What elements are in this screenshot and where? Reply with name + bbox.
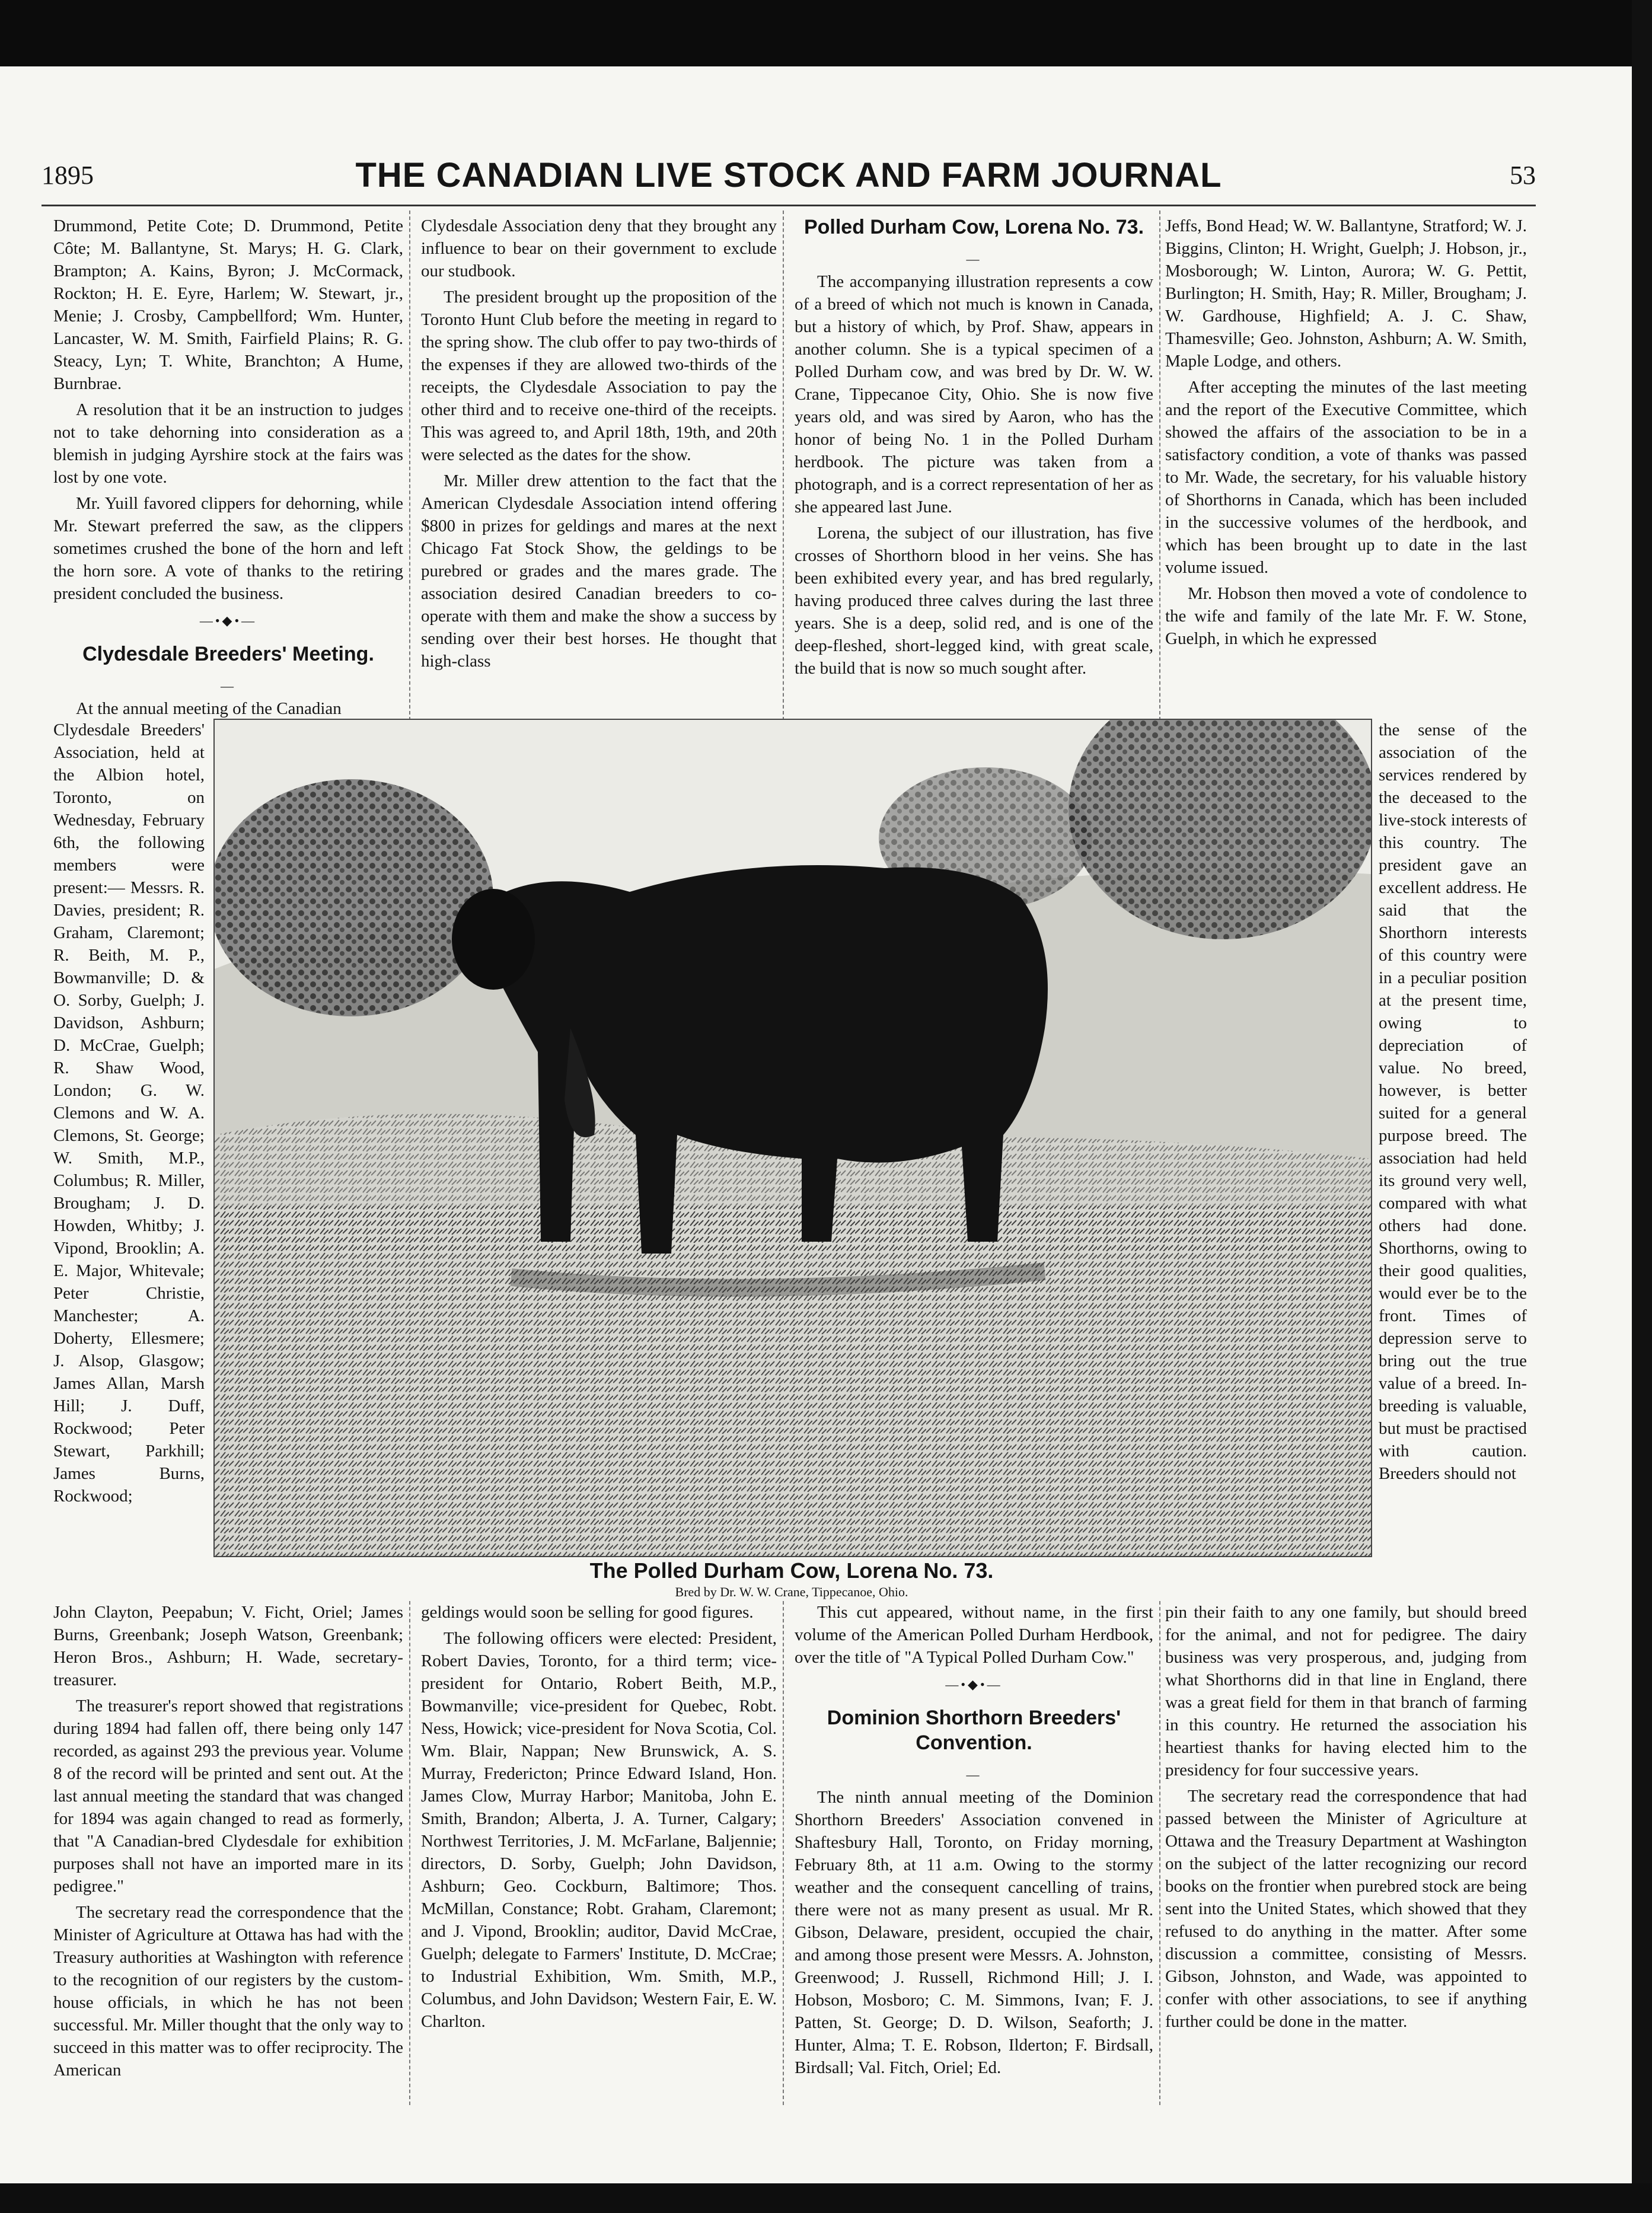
article-heading: Polled Durham Cow, Lorena No. 73. bbox=[803, 216, 1144, 238]
column-3-bottom bbox=[795, 1601, 1153, 2111]
paragraph: John Clayton, Peepabun; V. Ficht, Oriel; James Burns, Greenbank; Joseph Watson, Greenbank; Heron Bros., Ashburn; H. Wade, secretary-treasurer. bbox=[53, 1603, 403, 1689]
paragraph: Clydesdale Association deny that they brought any influence to bear on their government to exclude our studbook. bbox=[421, 216, 777, 280]
paragraph: Clydesdale Breeders' Association, held at the Albion hotel, Toronto, on Wednesday, February 6th, the following members were present:— Messrs. R. Davies, president; R. Graham, Claremont; R. Beith, M. P., Bowmanville; D. & O. Sorby, Guelph; J. Davidson, Ashburn; D. McCrae, Guelph; R. Shaw Wood, London; G. W. Clemons and W. A. Clemons, St. George; W. Smith, M.P., Columbus; R. Miller, Brougham; J. D. Howden, Whitby; J. Vipond, Brooklin; A. E. Major, Whitevale; Peter Christie, Manchester; A. Doherty, Ellesmere; J. Alsop, Glasgow; James Allan, Marsh Hill; J. Duff, Rockwood; Peter Stewart, Parkhill; James Burns, Rockwood; bbox=[53, 720, 205, 1506]
scan-bottom-border bbox=[0, 2183, 1652, 2213]
paragraph: Drummond, Petite Cote; D. Drummond, Petite Côte; M. Ballantyne, St. Marys; H. G. Clark, Brampton; A. Kains, Byron; J. McCormack, Rockton; H. E. Eyre, Harlem; W. Stewart, jr., Menie; J. Crosby, Campbellford; Wm. Hunter, Lancaster, W. M. Smith, Fairfield Plains; R. G. Steacy, Lyn; T. White, Branchton; A Hume, Burnbrae. bbox=[53, 216, 403, 393]
paragraph: Lorena, the subject of our illustration, has five crosses of Shorthorn blood in her veins. She has been exhibited every year, and has bred regularly, having produced three calves during the last three years. She is a deep, solid red, and is one of the deep-fleshed, short-legged kind, with great scale, the build that is now so much sought after. bbox=[795, 524, 1153, 678]
caption-credit: Bred by Dr. W. W. Crane, Tippecanoe, Ohio. bbox=[675, 1584, 908, 1599]
column-4-top bbox=[1165, 215, 1527, 719]
paragraph: the sense of the association of the services rendered by the deceased to the live-stock interests of this country. The president gave an excellent address. He said that the Shorthorn interests of this country were in a peculiar position at the present time, owing to depreciation of value. No breed, however, is better suited for a general purpose breed. The association had held its ground very well, compared with what others had done. Shorthorns, owing to their good qualities, would ever be to the front. Times of depression serve to bring out the true value of a breed. In-breeding is valuable, but must be practised with caution. Breeders should not bbox=[1379, 720, 1527, 1483]
paragraph: The president brought up the proposition of the Toronto Hunt Club before the meeting in regard to the spring show. The club offer to pay two-thirds of the expenses if they are allowed two-thirds of the receipts, the Clydesdale Association to pay the other third and to receive one-third of the receipts. This was agreed to, and April 18th, 19th, and 20th were selected as the dates for the show. bbox=[421, 288, 777, 464]
paragraph: After accepting the minutes of the last meeting and the report of the Executive Committee, which showed the affairs of the association to be in a satisfactory condition, a vote of thanks was passed to Mr. Wade, the secretary, for his valuable history of Shorthorns in Canada, which has been included in the successive volumes of the herdbook, and which has been brought up to date in the last volume issued. bbox=[1165, 378, 1527, 577]
paragraph: Mr. Yuill favored clippers for dehorning, while Mr. Stewart preferred the saw, as the clippers sometimes crushed the bone of the horn and left the horn sore. A vote of thanks to the retiring president concluded the business. bbox=[53, 494, 403, 603]
article-heading: Clydesdale Breeders' Meeting. bbox=[82, 643, 374, 665]
column-1-top bbox=[53, 215, 403, 719]
page-number: 53 bbox=[1510, 161, 1536, 190]
column-3-top bbox=[795, 215, 1153, 719]
paragraph: The ninth annual meeting of the Dominion Shorthorn Breeders' Association convened in Shaftesbury Hall, Toronto, on Friday morning, February 8th, at 11 a.m. Owing to the stormy weather and the consequent cancelling of trains, there were not as many present as usual. Mr R. Gibson, Delaware, president, occupied the chair, and among those present were Messrs. A. Johnston, Greenwood; J. Russell, Richmond Hill; J. I. Hobson, Mosboro; C. M. Simmons, Ivan; F. J. Patten, St. George; D. D. Wilson, Seaforth; J. Hunter, Alma; T. E. Robson, Ilderton; F. Birdsall, Birdsall; Val. Fitch, Oriel; Ed. bbox=[795, 1788, 1153, 2077]
column-1-narrow bbox=[53, 719, 205, 1567]
paragraph: Mr. Miller drew attention to the fact that the American Clydesdale Association intend offering $800 in prizes for geldings and mares at the next Chicago Fat Stock Show, the geldings to be purebred or grades and the mares grade. The association desired Canadian breeders to co-operate with them and make the show a success by sending over their best horses. He thought that high-class bbox=[421, 471, 777, 671]
header-rule bbox=[42, 205, 1536, 206]
paragraph: Mr. Hobson then moved a vote of condolence to the wife and family of the late Mr. F. W. Stone, Guelph, in which he expressed bbox=[1165, 584, 1527, 648]
cow-illustration bbox=[213, 719, 1372, 1557]
paragraph: The accompanying illustration represents a cow of a breed of which not much is known in Canada, but a history of which, by Prof. Shaw, appears in another column. She is a typical specimen of a Polled Durham cow, and was bred by Dr. W. W. Crane, Tippecanoe City, Ohio. She is now five years old, and was sired by Aaron, who has the honor of being No. 1 in the Polled Durham herdbook. The picture was taken from a photograph, and is a correct representation of her as she appeared last June. bbox=[795, 272, 1153, 516]
scan-top-border bbox=[0, 0, 1652, 66]
separator: —•◆•— bbox=[199, 613, 257, 628]
header-year: 1895 bbox=[42, 161, 94, 190]
page-header bbox=[42, 155, 1536, 197]
paragraph: This cut appeared, without name, in the first volume of the American Polled Durham Herdbook, over the title of "A Typical Polled Durham Cow." bbox=[795, 1603, 1153, 1667]
column-4-bottom bbox=[1165, 1601, 1527, 2111]
figure-caption bbox=[213, 1558, 1370, 1601]
column-2-top bbox=[421, 215, 777, 719]
column-rule bbox=[1159, 211, 1160, 720]
paragraph: At the annual meeting of the Canadian bbox=[76, 699, 342, 718]
paragraph: The secretary read the correspondence that had passed between the Minister of Agriculture at Ottawa and the Treasury Department at Washington on the subject of the latter recognizing our record books on the frontier when purebred stock are being sent into the United States, which showed that they refused to do anything in the matter. After some discussion a committee, consisting of Messrs. Gibson, Johnston, and Wade, was appointed to confer with other associations, to see if anything further could be done in the matter. bbox=[1165, 1787, 1527, 2031]
paragraph: The treasurer's report showed that registrations during 1894 had fallen off, there being only 147 recorded, as against 293 the previous year. Volume 8 of the record will be printed and sent out. At the last annual meeting the standard that was changed for 1894 was again changed to read as formerly, that "A Canadian-bred Clydesdale for exhibition purposes shall not have an imported mare in its pedigree." bbox=[53, 1697, 403, 1896]
paragraph: The following officers were elected: President, Robert Davies, Toronto, for a third term; vice-president for Ontario, Robert Beith, M.P., Bowmanville; vice-president for Quebec, Robt. Ness, Howick; vice-president for Nova Scotia, Col. Wm. Blair, Nappan; New Brunswick, A. S. Murray, Fredericton; Prince Edward Island, Hon. James Clow, Murray Harbor; Manitoba, John E. Smith, Brandon; Alberta, J. A. Turner, Calgary; Northwest Territories, J. M. McFarlane, Baljennie; directors, D. Sorby, Guelph; John Davidson, Ashburn; Geo. Cockburn, Baltimore; Thos. McMillan, Constance; Robt. Graham, Claremont; and J. Vipond, Brooklin; auditor, David McCrae, Guelph; delegate to Farmers' Institute, D. McCrae; to Industrial Exhibition, Wm. Smith, M.P., Columbus, and John Davidson; Western Fair, E. W. Charlton. bbox=[421, 1629, 777, 2031]
cow-engraving bbox=[215, 720, 1371, 1556]
short-rule: — bbox=[221, 678, 236, 693]
paragraph: The secretary read the correspondence that the Minister of Agriculture at Ottawa has had with the Treasury authorities at Washington with reference to the recognition of our registers by the custom-house officials, in which he has not been successful. Mr. Miller thought that the only way to succeed in this matter was to offer reciprocity. The American bbox=[53, 1903, 403, 2080]
paragraph: Jeffs, Bond Head; W. W. Ballantyne, Stratford; W. J. Biggins, Clinton; H. Wright, Guelph; J. Hobson, jr., Mosborough; W. Linton, Aurora; W. G. Pettit, Burlington; H. Smith, Hay; R. Miller, Brougham; J. W. Gardhouse, Highfield; A. J. C. Shaw, Thamesville; Geo. Johnston, Ashburn; A. W. Smith, Maple Lodge, and others. bbox=[1165, 216, 1527, 371]
column-rule bbox=[783, 1601, 784, 2105]
paragraph: A resolution that it be an instruction to judges not to take dehorning into consideration as a blemish in judging Ayrshire stock at the fairs was lost by one vote. bbox=[53, 400, 403, 487]
journal-title: THE CANADIAN LIVE STOCK AND FARM JOURNAL bbox=[355, 156, 1222, 194]
column-4-narrow bbox=[1379, 719, 1527, 1596]
scan-right-border bbox=[1632, 0, 1652, 2213]
column-rule bbox=[409, 211, 410, 720]
paragraph: geldings would soon be selling for good figures. bbox=[421, 1603, 754, 1622]
column-1-bottom bbox=[53, 1601, 403, 2111]
caption-title: The Polled Durham Cow, Lorena No. 73. bbox=[589, 1558, 994, 1583]
paragraph: pin their faith to any one family, but should breed for the animal, and not for pedigree. The dairy business was very prosperous, and, judging from what Shorthorns did in that line in England, there was a great field for them in that branch of farming in this country. He returned the association his heartiest thanks for having elected him to the presidency for four successive years. bbox=[1165, 1603, 1527, 1780]
column-rule bbox=[409, 1601, 410, 2105]
short-rule: — bbox=[966, 251, 982, 266]
article-heading: Dominion Shorthorn Breeders' Convention. bbox=[827, 1707, 1121, 1754]
column-rule bbox=[1159, 1601, 1160, 2105]
separator: —•◆•— bbox=[945, 1677, 1003, 1692]
short-rule: — bbox=[966, 1767, 982, 1782]
column-rule bbox=[783, 211, 784, 720]
column-2-bottom bbox=[421, 1601, 777, 2111]
